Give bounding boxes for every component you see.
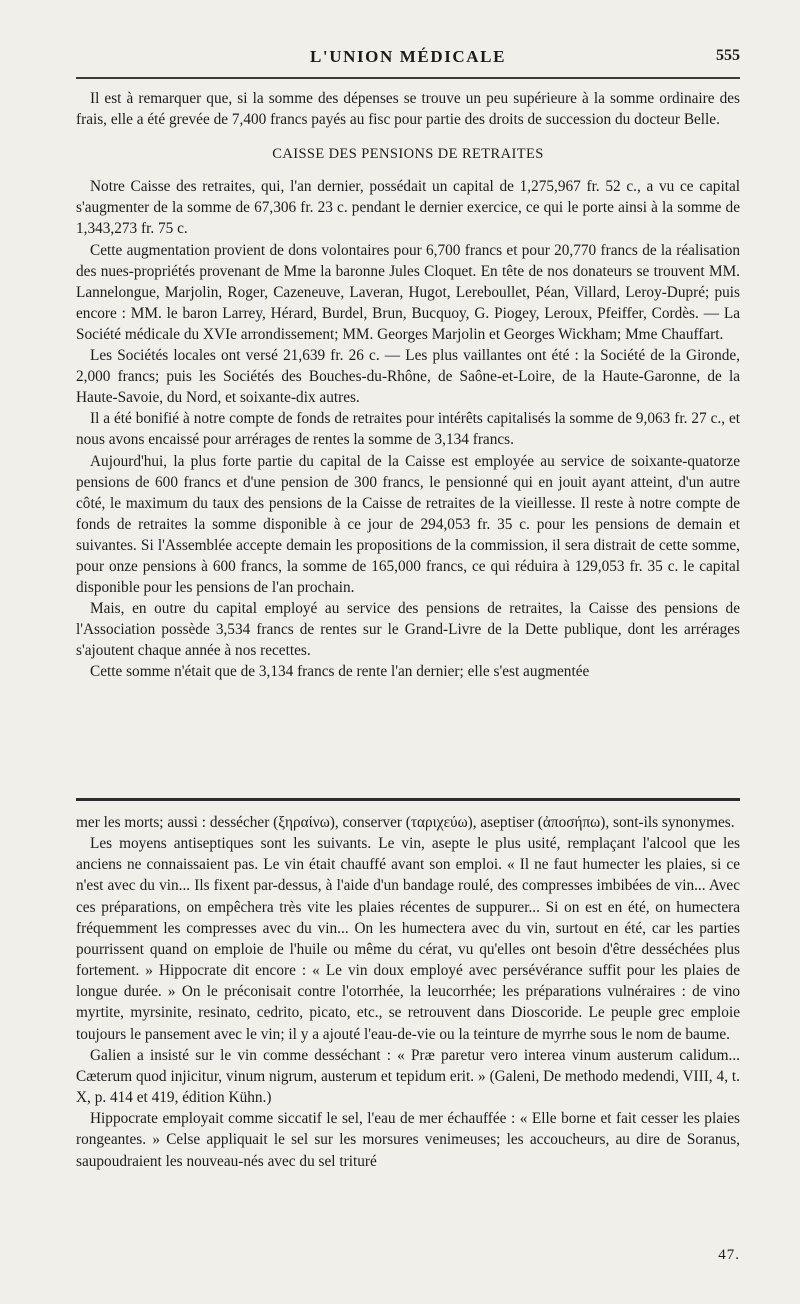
journal-title: L'UNION MÉDICALE (309, 47, 507, 66)
header-rule (76, 77, 740, 79)
paragraph: Il a été bonifié à notre compte de fonds de retraites pour intérêts capitalisés la somme de 9,063 fr. 27 c., et nous avons encaissé pour arrérages de rentes la somme de 3,134 francs. (76, 410, 740, 449)
paragraph: Notre Caisse des retraites, qui, l'an dernier, possédait un capital de 1,275,967 fr. 52 c., a vu ce capital s'augmenter de la somme de 67,306 fr. 23 c. pendant le dernier exercice, ce qui le porte ainsi à la somme de 1,343,273 fr. 75 c. (76, 178, 740, 238)
paragraph: Hippocrate employait comme siccatif le sel, l'eau de mer échauffée : « Elle borne et fait cesser les plaies rongeantes. » Celse appliquait le sel sur les morsures venimeuses; les accoucheurs, au dire de Soranus, saupoudraient les nouveau-nés avec du sel trituré (76, 1110, 740, 1170)
paragraph: Mais, en outre du capital employé au service des pensions de retraites, la Caisse des pensions de l'Association possède 3,534 francs de rentes sur le Grand-Livre de la Dette publique, dont les arrérages s'ajoutent chaque année à nos recettes. (76, 600, 740, 660)
paragraph: Cette somme n'était que de 3,134 francs de rente l'an dernier; elle s'est augmentée (90, 663, 590, 681)
running-header (76, 44, 740, 74)
paragraph: Les moyens antiseptiques sont les suivants. Le vin, asepte le plus usité, remplaçant l'alcool que les anciens ne connaissaient pas. Le vin était chauffé avant son emploi. « Il ne faut humecter les plaies, si ce n'est avec du vin... Ils fixent par-dessus, à l'aide d'un bandage roulé, des compresses imbibées de vin... Avec ces préparations, on empêchera très vite les plaies récentes de suppurer... Si on est en été, on humectera fréquemment les compresses avec du vin... On les humectera avec du vin, surtout en été, car les parties pourrissent quand on emploie de l'huile ou même du cérat, vu qu'elles ont besoin d'être desséchées plus fortement. » Hippocrate dit encore : « Le vin doux employé avec persévérance suffit pour les plaies de longue durée. » On le préconisait contre l'otorrhée, la leucorrhée; les préparations vulnéraires : de vino myrtite, myrsinite, resinato, cedrito, picato, etc., se retrouvent dans Dioscoride. Le peuple grec emploie toujours le pansement avec le vin; il y a ajouté l'eau-de-vie ou la teinture de myrrhe sous le nom de baume. (76, 835, 740, 1043)
main-text-section (76, 88, 740, 683)
page-number: 555 (716, 47, 740, 64)
feuilleton-section (76, 812, 740, 1172)
intro-paragraph: Il est à remarquer que, si la somme des dépenses se trouve un peu supérieure à la somme ordinaire des frais, elle a été grevée de 7,400 francs payés au fisc pour partie des droits de succession du docteur Belle. (76, 90, 740, 129)
paragraph: Les Sociétés locales ont versé 21,639 fr. 26 c. — Les plus vaillantes ont été : la Société de la Gironde, 2,000 francs; puis les Sociétés des Bouches-du-Rhône, de Saône-et-Loire, de la Haute-Garonne, de la Haute-Savoie, du Nord, et soixante-dix autres. (76, 347, 740, 407)
paragraph: Galien a insisté sur le vin comme desséchant : « Præ paretur vero interea vinum austerum calidum... Cæterum quod injicitur, vinum nigrum, austerum et tepidum erit. » (Galeni, De methodo medendi, VIII, 4, t. X, p. 414 et 419, édition Kühn.) (76, 1046, 740, 1107)
paragraph: Aujourd'hui, la plus forte partie du capital de la Caisse est employée au service de soixante-quatorze pensions de 600 francs et d'une pension de 300 francs, le pensionné qui en jouit ayant atteint, d'un autre côté, le maximum du taux des pensions de la Caisse de retraites de la vieillesse. Il reste à notre compte de fonds de retraites la somme disponible à ce jour de 294,053 fr. 35 c. pour les pensions de demain et suivantes. Si l'Assemblée accepte demain les propositions de la commission, il sera distrait de cette somme, pour onze pensions à 600 francs, la somme de 165,000 francs, ce qui réduira à 129,053 fr. 35 c. le capital disponible pour les pensions de l'an prochain. (76, 452, 740, 597)
paragraph: Cette augmentation provient de dons volontaires pour 6,700 francs et pour 20,770 francs de la réalisation des nues-propriétés provenant de Mme la baronne Jules Cloquet. En tête de nos donateurs se trouvent MM. Lannelongue, Marjolin, Roger, Cazeneuve, Laveran, Hugot, Lereboullet, Péan, Villard, Leroy-Dupré; puis encore : MM. le baron Larrey, Hérard, Burdel, Brun, Bucquoy, G. Piogey, Leroux, Pfeiffer, Cordès. — La Société médicale du XVIe arrondissement; MM. Georges Marjolin et Georges Wickham; Mme Chauffart. (76, 241, 740, 343)
continuation-paragraph: mer les morts; aussi : dessécher (ξηραίνω), conserver (ταριχεύω), aseptiser (ἀποσήπω), sont-ils synonymes. (76, 814, 735, 831)
feuilleton-separator (76, 798, 740, 805)
section-heading: CAISSE DES PENSIONS DE RETRAITES (272, 146, 544, 163)
signature-mark: 47. (718, 1247, 740, 1263)
